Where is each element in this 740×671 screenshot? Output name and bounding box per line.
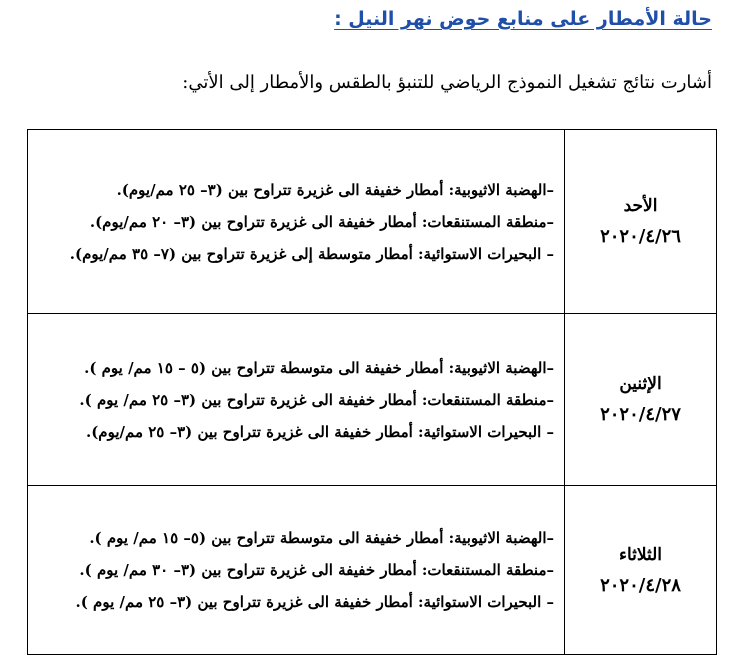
forecast-table	[27, 129, 717, 655]
day-name: الإثنين	[619, 374, 662, 394]
page-heading: حالة الأمطار على منابع حوض نهر النيل :	[334, 8, 712, 30]
table-row	[28, 314, 716, 486]
day-name: الثلاثاء	[618, 544, 663, 565]
forecast-line-swamps: –منطقة المستنقعات: أمطار خفيفة الى غزيرة تتراوح بين (٣– ٢٠ مم/يوم).	[89, 212, 554, 231]
forecast-line-ethiopian-plateau: –الهضبة الاثيوبية: أمطار خفيفة الى غزيرة تتراوح بين (٣– ٢٥ مم/يوم).	[116, 180, 554, 199]
forecast-line-ethiopian-plateau: –الهضبة الاثيوبية: أمطار خفيفة الى متوسطة تتراوح بين (٥– ١٥ مم/ يوم ).	[89, 529, 554, 547]
table-row	[28, 486, 716, 654]
forecast-line-swamps: –منطقة المستنقعات: أمطار خفيفة الى غزيرة تتراوح بين (٣– ٣٠ مم/ يوم ).	[79, 561, 554, 579]
day-date: ٢٠٢٠/٤/٢٧	[600, 404, 681, 425]
forecast-lines-cell	[28, 486, 564, 654]
day-name: الأحد	[623, 196, 658, 216]
day-cell	[564, 130, 716, 313]
forecast-line-equatorial-lakes: – البحيرات الاستوائية: أمطار خفيفة الى غزيرة تتراوح بين (٣– ٢٥ مم/يوم).	[85, 422, 554, 441]
forecast-line-swamps: –منطقة المستنقعات: أمطار خفيفة الى غزيرة تتراوح بين (٣– ٢٥ مم/ يوم ).	[79, 390, 554, 409]
forecast-line-equatorial-lakes: – البحيرات الاستوائية: أمطار متوسطة إلى غزيرة تتراوح بين (٧– ٣٥ مم/يوم).	[69, 244, 554, 263]
day-cell	[564, 486, 716, 654]
table-row	[28, 130, 716, 314]
day-cell	[564, 314, 716, 485]
intro-paragraph: أشارت نتائج تشغيل النموذج الرياضي للتنبؤ بالطقس والأمطار إلى الأتي:	[182, 72, 712, 93]
day-date: ٢٠٢٠/٤/٢٨	[600, 574, 681, 596]
forecast-lines-cell	[28, 314, 564, 485]
forecast-line-ethiopian-plateau: –الهضبة الاثيوبية: أمطار خفيفة الى متوسطة تتراوح بين (٥ – ١٥ مم/ يوم ).	[84, 358, 554, 377]
forecast-lines-cell	[28, 130, 564, 313]
forecast-line-equatorial-lakes: – البحيرات الاستوائية: أمطار خفيفة الى غزيرة تتراوح بين (٣– ٢٥ مم/ يوم ).	[75, 593, 554, 611]
day-date: ٢٠٢٠/٤/٢٦	[600, 226, 681, 247]
